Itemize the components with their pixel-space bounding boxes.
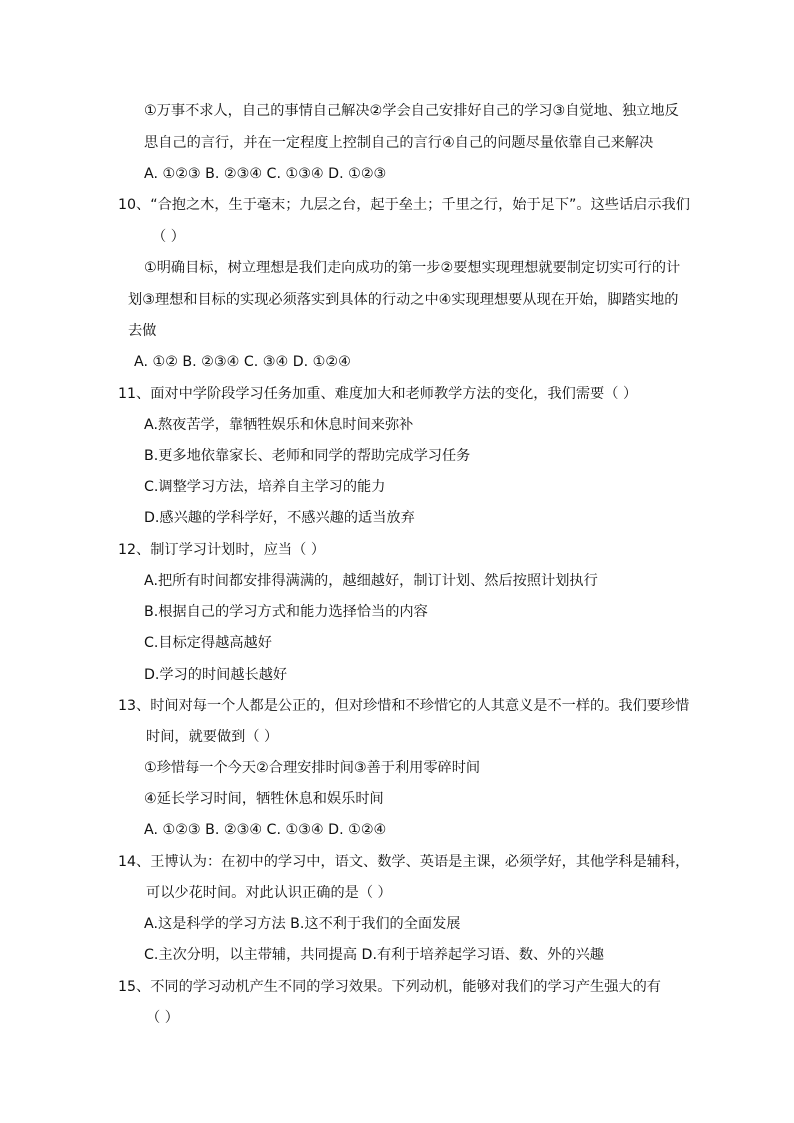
q14-question-line-2: 可以少花时间。对此认识正确的是（ ） xyxy=(146,885,392,901)
q14-options-cd: C.主次分明，以主带辅，共同提高 D.有利于培养起学习语、数、外的兴趣 xyxy=(144,947,604,963)
q11-question: 11、面对中学阶段学习任务加重、难度加大和老师教学方法的变化，我们需要（ ） xyxy=(118,386,638,402)
q11-option-b: B.更多地依靠家长、老师和同学的帮助完成学习任务 xyxy=(144,448,471,464)
q15-question-line-2: （ ） xyxy=(146,1010,179,1026)
q9-statement-line-2: 思自己的言行，并在一定程度上控制自己的言行④自己的问题尽量依靠自己来解决 xyxy=(144,135,654,151)
q10-options: A. ①② B. ②③④ C. ③④ D. ①②④ xyxy=(134,354,351,370)
q15-question-line-1: 15、不同的学习动机产生不同的学习效果。下列动机，能够对我们的学习产生强大的有 xyxy=(118,979,661,995)
q11-option-a: A.熬夜苦学，靠牺牲娱乐和休息时间来弥补 xyxy=(144,417,414,433)
q12-option-a: A.把所有时间都安排得满满的，越细越好，制订计划、然后按照计划执行 xyxy=(144,573,598,589)
q13-question-line-1: 13、时间对每一个人都是公正的，但对珍惜和不珍惜它的人其意义是不一样的。我们要珍惜 xyxy=(118,698,690,714)
q14-question-line-1: 14、王博认为：在初中的学习中，语文、数学、英语是主课，必须学好，其他学科是辅科， xyxy=(118,854,690,870)
q12-option-c: C.目标定得越高越好 xyxy=(144,635,272,651)
q10-question-line-2: （ ） xyxy=(152,229,185,245)
q11-option-d: D.感兴趣的学科学好，不感兴趣的适当放弃 xyxy=(144,510,415,526)
q10-question-line-1: 10、“合抱之木，生于毫末；九层之台，起于垒土；千里之行，始于足下”。这些话启示我们 xyxy=(118,197,690,213)
q12-question: 12、制订学习计划时，应当（ ） xyxy=(118,542,326,558)
q10-statement-line-1: ①明确目标，树立理想是我们走向成功的第一步②要想实现理想就要制定切实可行的计 xyxy=(144,260,681,276)
q9-statement-line-1: ①万事不求人，自己的事情自己解决②学会自己安排好自己的学习③自觉地、独立地反 xyxy=(144,103,679,119)
q13-statement-line-1: ①珍惜每一个今天②合理安排时间③善于利用零碎时间 xyxy=(144,760,481,776)
q11-option-c: C.调整学习方法，培养自主学习的能力 xyxy=(144,479,386,495)
q12-option-d: D.学习的时间越长越好 xyxy=(144,667,288,683)
q12-option-b: B.根据自己的学习方式和能力选择恰当的内容 xyxy=(144,604,428,620)
q13-statement-line-2: ④延长学习时间，牺牲休息和娱乐时间 xyxy=(144,791,384,807)
q13-question-line-2: 时间，就要做到（ ） xyxy=(146,729,279,745)
q14-options-ab: A.这是科学的学习方法 B.这不利于我们的全面发展 xyxy=(144,916,461,932)
q13-options: A. ①②③ B. ②③④ C. ①③④ D. ①②④ xyxy=(144,822,387,838)
q10-statement-line-2: 划③理想和目标的实现必须落实到具体的行动之中④实现理想要从现在开始，脚踏实地的 xyxy=(128,292,679,308)
q9-options: A. ①②③ B. ②③④ C. ①③④ D. ①②③ xyxy=(144,166,387,182)
q10-statement-line-3: 去做 xyxy=(128,323,157,339)
